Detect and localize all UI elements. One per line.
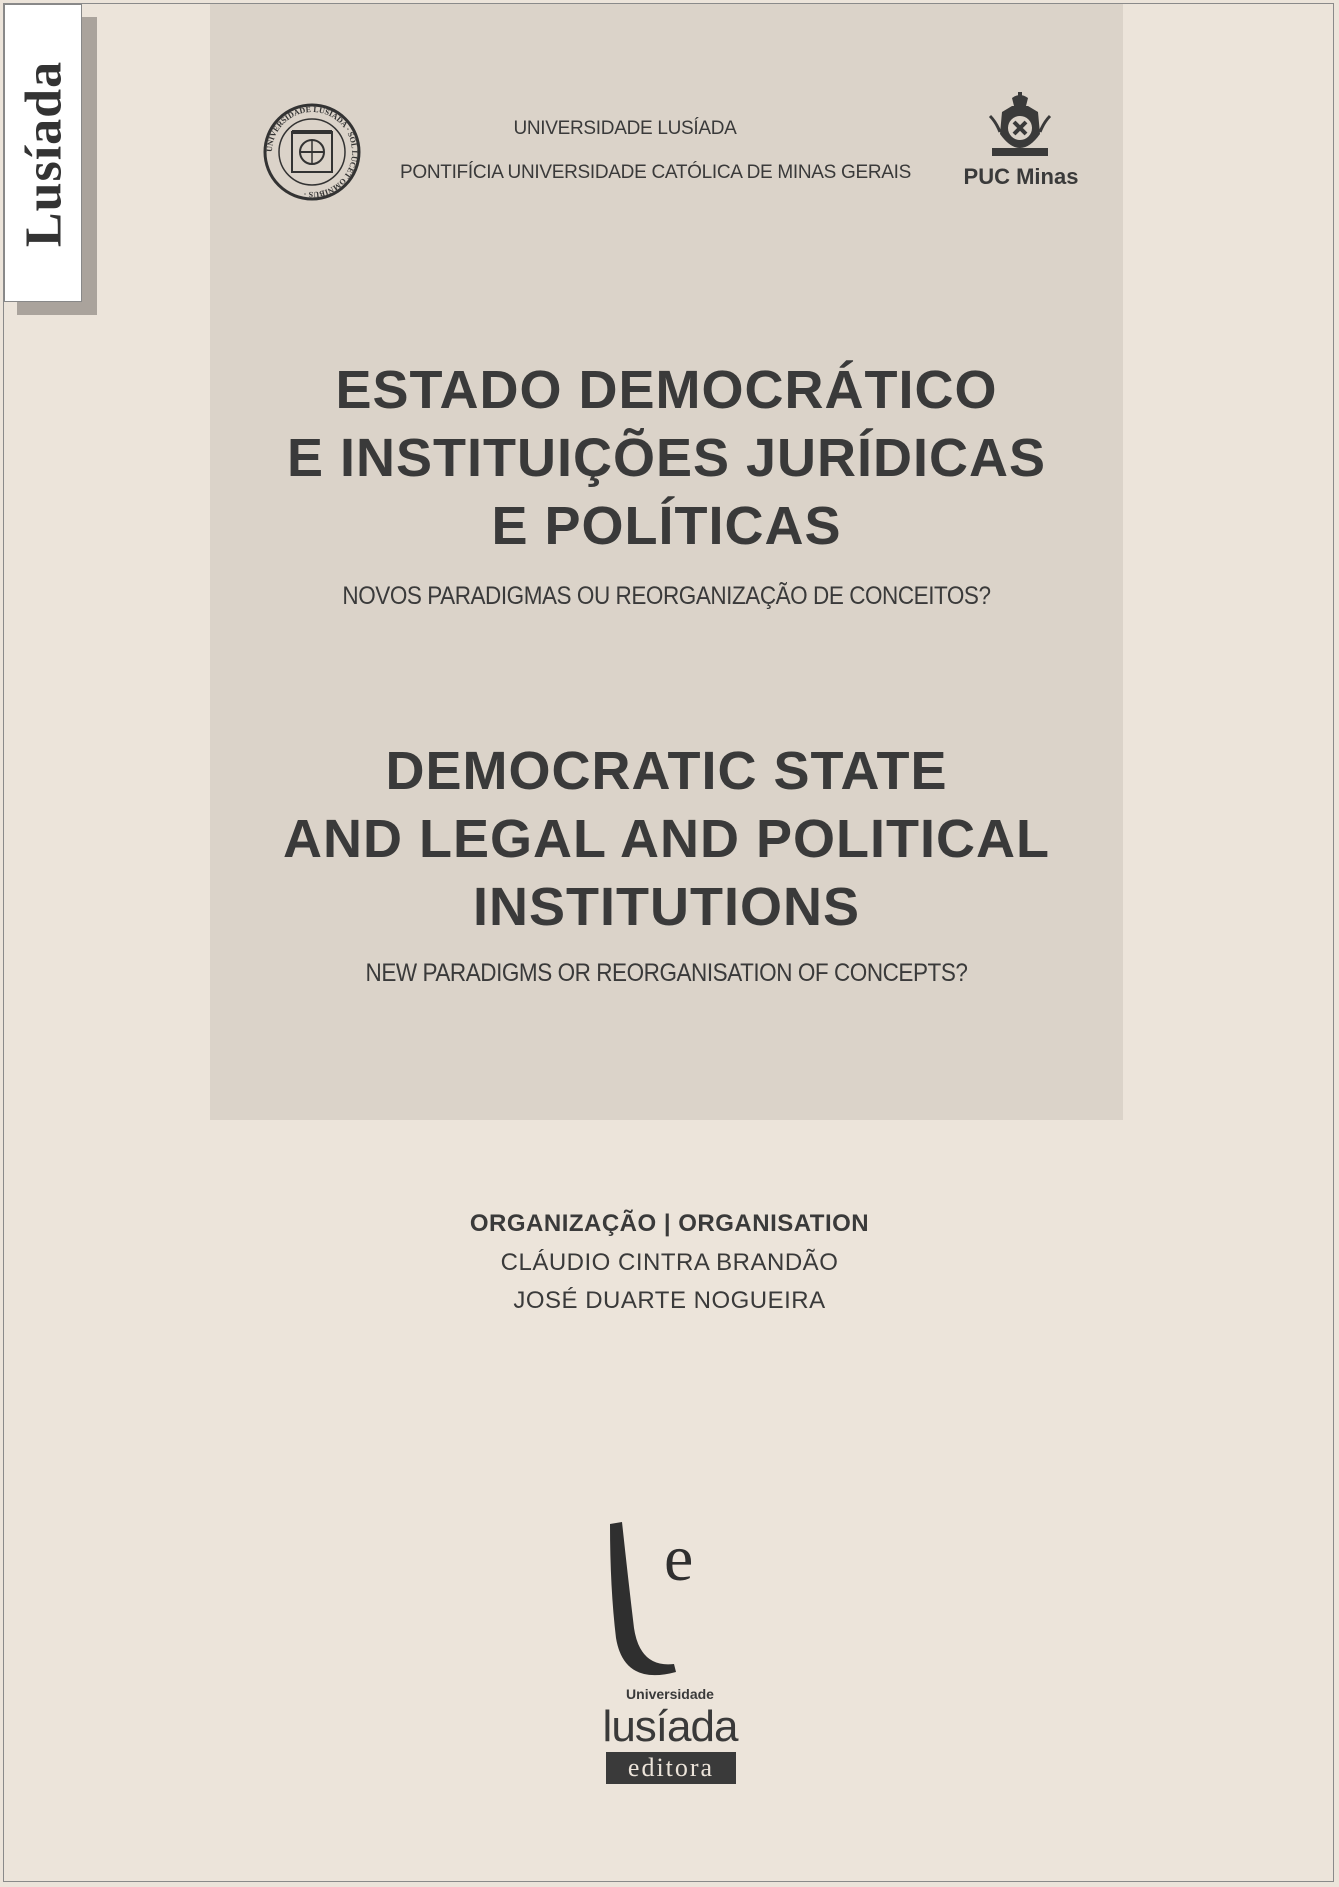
organiser-name: CLÁUDIO CINTRA BRANDÃO xyxy=(500,1249,839,1276)
title-en-line-3: INSTITUTIONS xyxy=(473,877,860,937)
universidade-lusiada-seal-icon xyxy=(262,102,362,202)
spine-tab xyxy=(4,4,82,302)
puc-minas-crest-icon xyxy=(982,92,1058,164)
publisher-name: lusíada xyxy=(602,1702,738,1751)
subtitle-english: NEW PARADIGMS OR REORGANISATION OF CONCEPTS? xyxy=(365,959,968,987)
title-english xyxy=(210,737,1123,941)
organiser-name: JOSÉ DUARTE NOGUEIRA xyxy=(513,1287,826,1314)
title-pt-line-2: E INSTITUIÇÕES JURÍDICAS xyxy=(286,428,1047,488)
organisation-heading: ORGANIZAÇÃO | ORGANISATION xyxy=(469,1210,870,1237)
institution-lusiada: UNIVERSIDADE LUSÍADA xyxy=(513,118,737,139)
svg-text:e: e xyxy=(664,1522,694,1595)
publisher-universidade: Universidade xyxy=(626,1686,714,1702)
title-pt-line-3: E POLÍTICAS xyxy=(491,496,842,556)
publisher-editora-badge: editora xyxy=(606,1752,736,1784)
title-en-line-1: DEMOCRATIC STATE xyxy=(385,741,948,801)
puc-minas-label: PUC Minas xyxy=(963,164,1079,189)
subtitle-portuguese: NOVOS PARADIGMAS OU REORGANIZAÇÃO DE CONCEITOS? xyxy=(342,582,991,610)
spine-label: Lusíada xyxy=(15,60,73,248)
cover-title-panel xyxy=(210,4,1123,1120)
institution-puc-minas: PONTIFÍCIA UNIVERSIDADE CATÓLICA DE MINAS GERAIS xyxy=(400,162,912,183)
publisher-le-logo-icon xyxy=(604,1518,724,1678)
title-en-line-2: AND LEGAL AND POLITICAL xyxy=(283,809,1050,869)
title-portuguese xyxy=(210,356,1123,560)
title-pt-line-1: ESTADO DEMOCRÁTICO xyxy=(335,360,998,420)
seal-text: UNIVERSIDADE LUSÍADA · SOL LUCET OMNIBUS · xyxy=(264,104,360,200)
